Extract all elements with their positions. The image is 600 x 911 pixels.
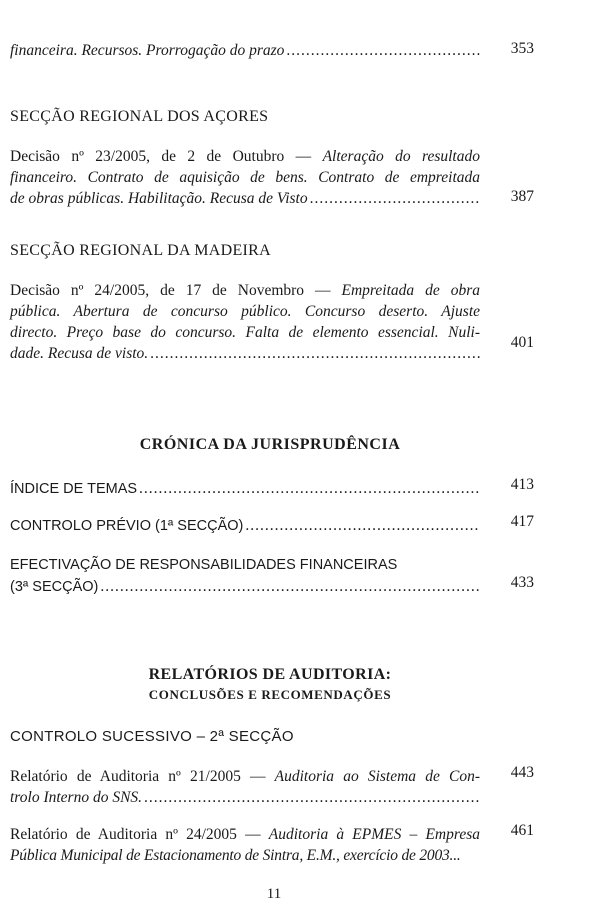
toc-entry-relatorio-21	[10, 766, 480, 808]
toc-entry-efectivacao	[10, 555, 480, 597]
entry-subject: Alteração do resultado	[322, 148, 480, 165]
page-ref: 417	[510, 513, 534, 530]
entry-subject: Auditoria ao Sistema de Con-	[274, 768, 480, 785]
relatorios-title: RELATÓRIOS DE AUDITORIA:	[148, 666, 392, 683]
entry-ref: Decisão nº 24/2005, de 17 de Novembro —	[10, 282, 342, 299]
dot-leader	[245, 515, 480, 536]
entry-line: dade. Recusa de visto.	[10, 345, 149, 362]
dot-leader	[139, 478, 480, 499]
toc-entry-decisao-24	[10, 280, 480, 364]
toc-entry-relatorio-24	[10, 824, 480, 866]
section-heading-madeira: SECÇÃO REGIONAL DA MADEIRA	[10, 242, 271, 259]
entry-line: de obras públicas. Habilitação. Recusa de Visto	[10, 190, 308, 207]
entry-ref: Decisão nº 23/2005, de 2 de Outubro —	[10, 148, 323, 165]
entry-subject: Empreitada de obra	[341, 282, 480, 299]
section-heading-acores: SECÇÃO REGIONAL DOS AÇORES	[10, 108, 269, 125]
page-number: 11	[266, 886, 282, 902]
page-ref: 461	[510, 822, 534, 839]
dot-leader	[144, 787, 480, 808]
page-ref: 413	[510, 476, 534, 493]
entry-text: financeira. Recursos. Prorrogação do prazo	[10, 42, 285, 59]
dot-leader	[286, 40, 480, 61]
toc-entry-financeira	[10, 40, 480, 61]
section-heading-controlo-sucessivo: CONTROLO SUCESSIVO – 2ª SECÇÃO	[10, 728, 294, 745]
page-ref: 353	[510, 40, 534, 57]
page-ref: 443	[510, 764, 534, 781]
toc-entry-controlo-previo	[10, 515, 480, 536]
page-ref: 433	[510, 574, 534, 591]
dot-leader	[100, 576, 480, 597]
dot-leader	[150, 343, 480, 364]
toc-entry-indice-temas	[10, 478, 480, 499]
entry-text: CONTROLO PRÉVIO (1ª SECÇÃO)	[10, 518, 244, 534]
toc-entry-decisao-23	[10, 146, 480, 209]
relatorios-subtitle: CONCLUSÕES E RECOMENDAÇÕES	[148, 687, 392, 702]
entry-line: pública. Abertura de concurso público. Concurso deserto. Ajuste	[10, 303, 480, 320]
entry-line: directo. Preço base do concurso. Falta de elemento essencial. Nuli-	[10, 324, 480, 341]
dot-leader	[310, 188, 480, 209]
entry-ref: Relatório de Auditoria nº 24/2005 —	[10, 826, 269, 843]
entry-subject: Auditoria à EPMES – Empresa	[268, 826, 480, 843]
entry-text: ÍNDICE DE TEMAS	[10, 481, 138, 497]
entry-line: financeiro. Contrato de aquisição de bens. Contrato de empreitada	[10, 169, 480, 186]
entry-line: (3ª SECÇÃO)	[10, 579, 99, 595]
page-ref: 387	[510, 188, 534, 205]
entry-line: trolo Interno do SNS.	[10, 789, 143, 806]
page-ref: 401	[510, 334, 534, 351]
entry-line: EFECTIVAÇÃO DE RESPONSABILIDADES FINANCEIRAS	[10, 557, 398, 573]
entry-line: Pública Municipal de Estacionamento de Sintra, E.M., exercício de 2003...	[10, 847, 461, 864]
entry-ref: Relatório de Auditoria nº 21/2005 —	[10, 768, 275, 785]
cronica-title: CRÓNICA DA JURISPRUDÊNCIA	[139, 436, 401, 453]
